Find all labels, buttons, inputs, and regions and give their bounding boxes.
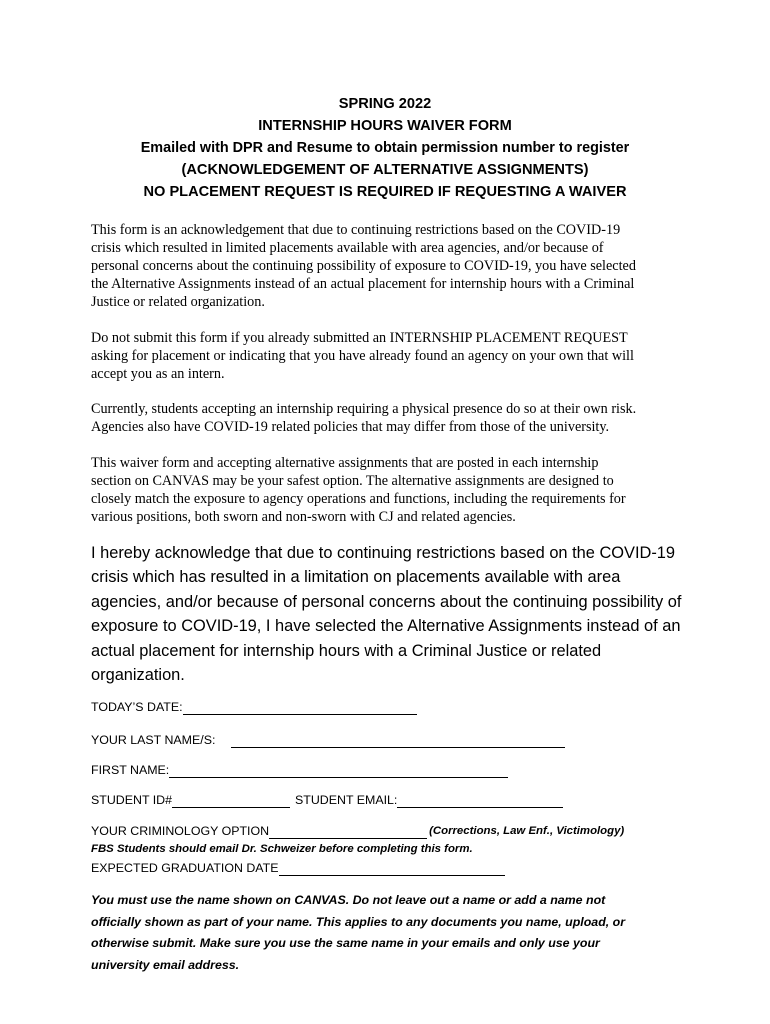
acknowledgement-statement: [91, 541, 711, 687]
canvas-option-paragraph: [91, 454, 691, 526]
student-id-field[interactable]: [172, 794, 290, 808]
todays-date-field[interactable]: [183, 701, 417, 715]
paragraph-line: asking for placement or indicating that you have already found an agency on your own that will: [91, 348, 634, 364]
fbs-students-note: FBS Students should email Dr. Schweizer before completing this form.: [91, 843, 473, 855]
graduation-date-field[interactable]: [279, 862, 505, 876]
student-id-email-row: [91, 792, 563, 808]
header-semester: SPRING 2022: [338, 96, 432, 112]
student-email-label: STUDENT EMAIL:: [295, 793, 398, 807]
form-header: [0, 93, 770, 203]
do-not-submit-paragraph: [91, 329, 691, 383]
todays-date-label: TODAY’S DATE:: [91, 700, 183, 714]
first-name-row: [91, 762, 508, 778]
paragraph-line: Do not submit this form if you already submitted an INTERNSHIP PLACEMENT REQUEST: [91, 330, 628, 346]
criminology-option-row: [91, 823, 624, 839]
student-id-label: STUDENT ID#: [91, 793, 173, 807]
warning-line: otherwise submit. Make sure you use the same name in your emails and only use your: [91, 936, 600, 950]
acknowledgement-line: I hereby acknowledge that due to continuing restrictions based on the COVID-19: [91, 544, 676, 562]
paragraph-line: various positions, both sworn and non-sworn with CJ and related agencies.: [91, 509, 516, 525]
criminology-option-field[interactable]: [269, 825, 427, 839]
paragraph-line: This form is an acknowledgement that due to continuing restrictions based on the COVID-19: [91, 222, 621, 238]
header-acknowledgement-title: (ACKNOWLEDGEMENT OF ALTERNATIVE ASSIGNMENTS): [181, 162, 589, 178]
student-email-field[interactable]: [397, 794, 563, 808]
acknowledgement-line: organization.: [91, 666, 185, 685]
acknowledgement-line: agencies, and/or because of personal concerns about the continuing possibility of: [91, 592, 682, 611]
paragraph-line: section on CANVAS may be your safest option. The alternative assignments are designed to: [91, 473, 614, 489]
canvas-name-warning: [91, 890, 691, 976]
first-name-field[interactable]: [169, 764, 508, 778]
warning-line: officially shown as part of your name. This applies to any documents you name, upload, or: [91, 914, 626, 929]
header-form-title: INTERNSHIP HOURS WAIVER FORM: [258, 118, 512, 134]
paragraph-line: the Alternative Assignments instead of an actual placement for internship hours with a Criminal: [91, 276, 635, 292]
graduation-date-label: EXPECTED GRADUATION DATE: [91, 861, 279, 875]
header-email-instruction: Emailed with DPR and Resume to obtain permission number to register: [140, 140, 630, 156]
paragraph-line: Currently, students accepting an internship requiring a physical presence do so at their own risk.: [91, 401, 637, 417]
paragraph-line: Agencies also have COVID-19 related policies that may differ from those of the university.: [91, 419, 610, 435]
todays-date-row: [91, 699, 417, 715]
paragraph-line: closely match the exposure to agency operations and functions, including the requirements for: [91, 491, 626, 507]
criminology-option-label: YOUR CRIMINOLOGY OPTION: [91, 824, 270, 838]
risk-paragraph: [91, 400, 691, 436]
last-name-label: YOUR LAST NAME/S:: [91, 733, 216, 747]
acknowledgement-line: actual placement for internship hours with a Criminal Justice or related: [91, 641, 602, 660]
header-no-placement-notice: NO PLACEMENT REQUEST IS REQUIRED IF REQUESTING A WAIVER: [143, 184, 627, 200]
intro-paragraph: [91, 221, 691, 311]
last-name-row: [91, 732, 565, 748]
acknowledgement-line: crisis which has resulted in a limitation on placements available with area: [91, 568, 621, 587]
paragraph-line: accept you as an intern.: [91, 366, 225, 382]
warning-line: university email address.: [91, 957, 240, 972]
criminology-option-note: (Corrections, Law Enf., Victimology): [429, 825, 625, 837]
paragraph-line: personal concerns about the continuing possibility of exposure to COVID-19, you have selected: [91, 258, 636, 274]
paragraph-line: crisis which resulted in limited placements available with area agencies, and/or because of: [91, 240, 604, 256]
paragraph-line: This waiver form and accepting alternative assignments that are posted in each internship: [91, 455, 599, 471]
acknowledgement-line: exposure to COVID-19, I have selected the Alternative Assignments instead of an: [91, 617, 681, 636]
first-name-label: FIRST NAME:: [91, 763, 170, 777]
paragraph-line: Justice or related organization.: [91, 294, 265, 310]
warning-line: You must use the name shown on CANVAS. Do not leave out a name or add a name not: [91, 893, 606, 907]
graduation-date-row: [91, 860, 505, 876]
last-name-field[interactable]: [231, 734, 565, 748]
